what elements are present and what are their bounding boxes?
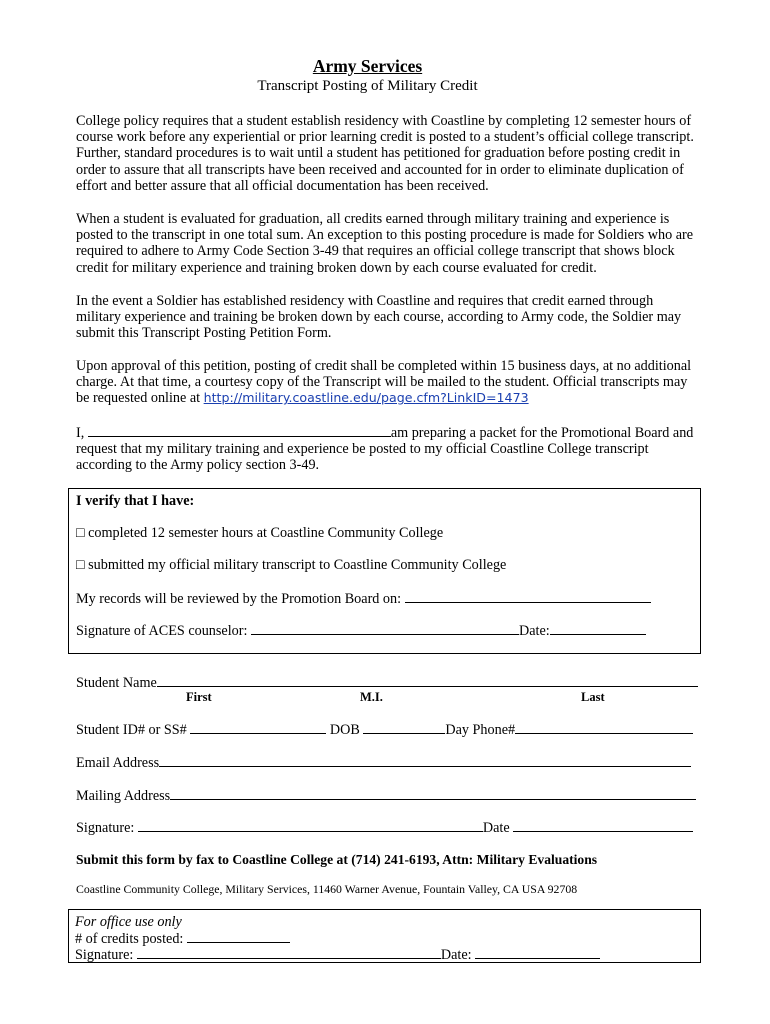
approval-paragraph: [76, 358, 701, 407]
first-name-label: First: [186, 690, 212, 704]
last-name-label: Last: [581, 690, 605, 704]
request-paragraph: [76, 424, 701, 474]
evaluation-paragraph: When a student is evaluated for graduation, all credits earned through military training and experience is posted to the transcript in one total sum. An exception to this posting procedure is made for Soldiers who are required to adhere to Army Code Section 3-49 that requires an official college transcript that shows block credit for military experience and training broken down by each course evaluated for credit.: [76, 211, 694, 276]
aces-signature-label: Signature of ACES counselor:: [76, 623, 248, 639]
residency-paragraph: In the event a Soldier has established residency with Coastline and requires that credit earned through military experience and training be broken down by each course, according to Army code, the Soldier may submit this Transcript Posting Petition Form.: [76, 293, 682, 342]
student-id-label: Student ID# or SS#: [76, 722, 187, 738]
form-title: Army Services: [312, 56, 423, 76]
email-row: [76, 754, 691, 771]
dob-label: DOB: [329, 722, 360, 738]
aces-date-label: Date:: [518, 623, 550, 639]
student-id-field[interactable]: [190, 721, 326, 734]
applicant-name-field[interactable]: [88, 424, 391, 437]
policy-paragraph: College policy requires that a student establish residency with Coastline by completing 12 semester hours of course work before any experiential or prior learning credit is posted to a student’s official college transcript. Further, standard procedures is to wait until a student has petitioned for graduation before posting credit in order to assure that all transcripts have been received and accounted for in order to eliminate duplication of effort and better assure that all official documentation has been received.: [76, 113, 694, 194]
office-date-label: Date:: [440, 947, 472, 963]
mailing-address-row: [76, 787, 696, 804]
office-signature-row: [75, 946, 600, 963]
mailing-address-label: Mailing Address: [76, 788, 171, 804]
email-field[interactable]: [159, 754, 691, 767]
student-signature-label: Signature:: [76, 820, 135, 836]
office-use-box: [68, 909, 701, 963]
student-id-row: [76, 721, 693, 738]
aces-date-field[interactable]: [550, 622, 646, 635]
dob-field[interactable]: [363, 721, 445, 734]
review-date-row: [76, 590, 651, 607]
middle-initial-label: M.I.: [360, 690, 383, 704]
student-signature-field[interactable]: [138, 819, 483, 832]
credits-posted-label: # of credits posted:: [75, 931, 184, 947]
transcript-link[interactable]: http://military.coastline.edu/page.cfm?LinkID=1473: [203, 390, 529, 406]
form-subtitle: Transcript Posting of Military Credit: [257, 78, 478, 94]
office-use-heading: For office use only: [75, 914, 182, 930]
checkbox-semester-hours[interactable]: □ completed 12 semester hours at Coastline Community College: [76, 525, 444, 541]
student-name-label: Student Name: [76, 675, 157, 691]
email-label: Email Address: [76, 755, 160, 771]
office-signature-field[interactable]: [137, 946, 441, 959]
office-date-field[interactable]: [475, 946, 600, 959]
student-date-label: Date: [482, 820, 510, 836]
review-date-label: My records will be reviewed by the Promotion Board on:: [76, 591, 402, 607]
credits-posted-row: [75, 930, 290, 947]
student-name-field[interactable]: [157, 674, 698, 687]
aces-signature-row: [76, 622, 646, 639]
verify-heading: I verify that I have:: [76, 493, 195, 509]
mailing-address-field[interactable]: [170, 787, 696, 800]
credits-posted-field[interactable]: [187, 930, 290, 943]
office-signature-label: Signature:: [75, 947, 134, 963]
fax-instructions: Submit this form by fax to Coastline College at (714) 241-6193, Attn: Military Evaluations: [76, 852, 598, 867]
verification-box: [68, 488, 701, 654]
request-text: am preparing a packet for the Promotional Board and request that my military training and experience be posted to my official Coastline College transcript according to the Army policy section 3-49.: [76, 425, 694, 474]
college-address: Coastline Community College, Military Services, 11460 Warner Avenue, Fountain Valley, CA USA 92708: [76, 882, 578, 896]
approval-text: Upon approval of this petition, posting of credit shall be completed within 15 business days, at no additional charge. At that time, a courtesy copy of the Transcript will be mailed to the student. Official transcripts may be requested online at: [76, 358, 692, 407]
day-phone-field[interactable]: [515, 721, 693, 734]
review-date-field[interactable]: [405, 590, 651, 603]
checkbox-military-transcript[interactable]: □ submitted my official military transcript to Coastline Community College: [76, 557, 507, 573]
day-phone-label: Day Phone#: [445, 722, 516, 738]
request-prefix: I,: [76, 425, 88, 441]
student-signature-row: [76, 819, 693, 836]
student-date-field[interactable]: [513, 819, 693, 832]
aces-signature-field[interactable]: [251, 622, 519, 635]
